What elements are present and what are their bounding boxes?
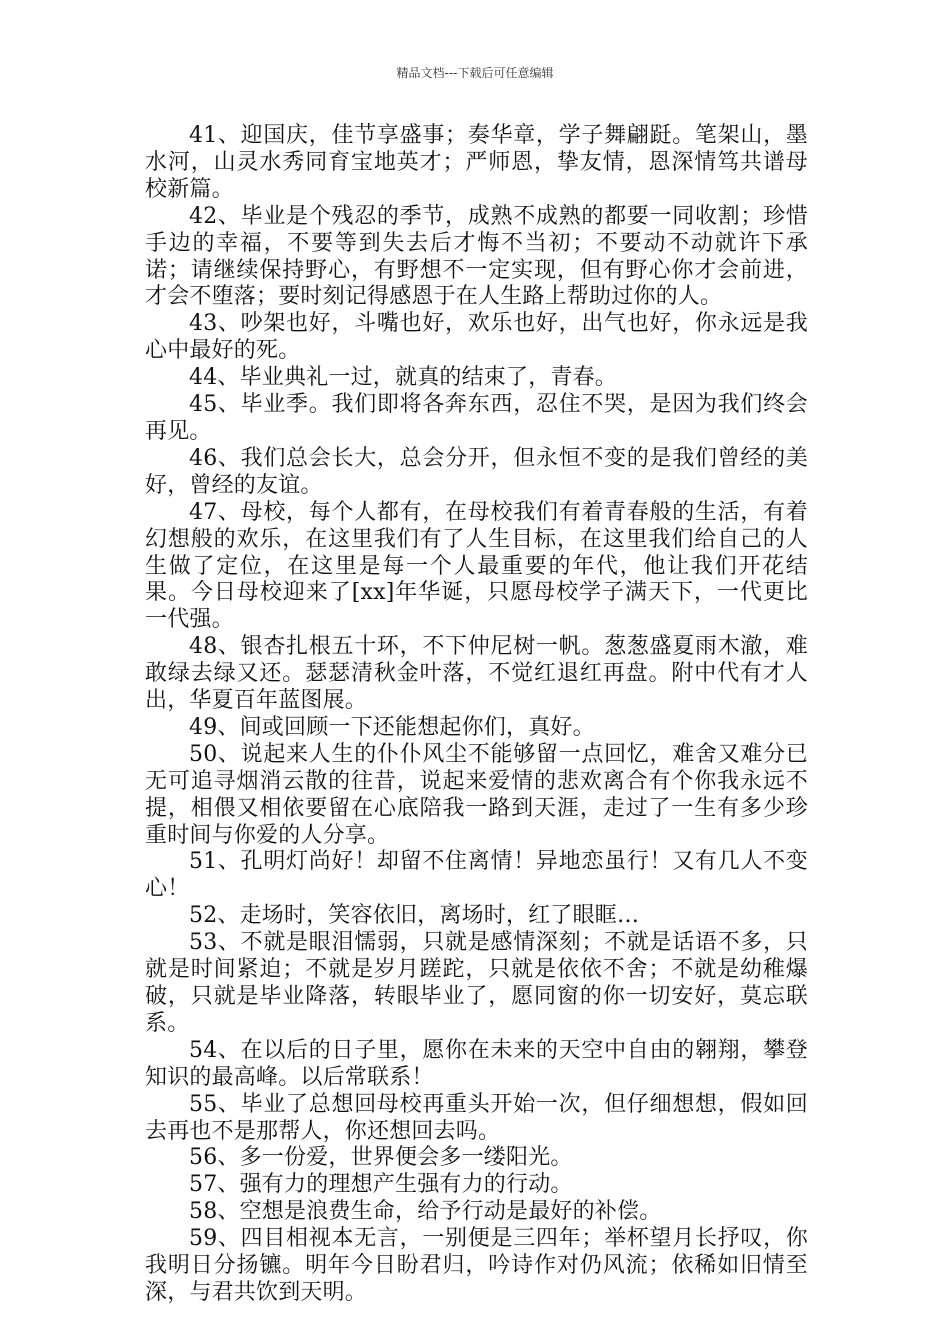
paragraph-41: 41、迎国庆，佳节享盛事；奏华章，学子舞翩跹。笔架山，墨水河，山灵水秀同育宝地英才；严师恩，挚友情，恩深情笃共谱母校新篇。 [145,123,808,202]
paragraph-54: 54、在以后的日子里，愿你在未来的天空中自由的翱翔，攀登知识的最高峰。以后常联系！ [145,1037,808,1090]
page-header: 精品文档---下载后可任意编辑 [396,66,554,80]
paragraph-59: 59、四目相视本无言，一别便是三四年；举杯望月长抒叹，你我明日分扬镳。明年今日盼君归，吟诗作对仍风流；依稀如旧情至深，与君共饮到天明。 [145,1226,808,1305]
paragraph-51: 51、孔明灯尚好！却留不住离情！异地恋虽行！又有几人不变心！ [145,849,808,902]
paragraph-49: 49、间或回顾一下还能想起你们，真好。 [189,714,595,740]
paragraph-47: 47、母校，每个人都有，在母校我们有着青春般的生活，有着幻想般的欢乐，在这里我们有了人生目标，在这里我们给自己的人生做了定位，在这里是每一个人最重要的年代，他让我们开花结果。今日母校迎来了[xx]年华诞，只愿母校学子满天下，一代更比一代强。 [145,499,808,633]
paragraph-58: 58、空想是浪费生命，给予行动是最好的补偿。 [189,1199,662,1225]
paragraph-43: 43、吵架也好，斗嘴也好，欢乐也好，出气也好，你永远是我心中最好的死。 [145,311,808,364]
paragraph-50: 50、说起来人生的仆仆风尘不能够留一点回忆，难舍又难分已无可追寻烟消云散的往昔，说起来爱情的悲欢离合有个你我永远不提，相偎又相依要留在心底陪我一路到天涯，走过了一生有多少珍重时间与你爱的人分享。 [145,741,808,848]
paragraph-53: 53、不就是眼泪懦弱，只就是感情深刻；不就是话语不多，只就是时间紧迫；不就是岁月蹉跎，只就是依依不舍；不就是幼稚爆破，只就是毕业降落，转眼毕业了，愿同窗的你一切安好，莫忘联系。 [145,930,808,1036]
paragraph-44: 44、毕业典礼一过，就真的结束了，青春。 [189,365,617,391]
paragraph-56: 56、多一份爱，世界便会多一缕阳光。 [189,1145,573,1171]
paragraph-42: 42、毕业是个残忍的季节，成熟不成熟的都要一同收割；珍惜手边的幸福，不要等到失去后才悔不当初；不要动不动就许下承诺；请继续保持野心，有野想不一定实现，但有野心你才会前进，才会不堕落；要时刻记得感恩于在人生路上帮助过你的人。 [145,203,808,310]
paragraph-45: 45、毕业季。我们即将各奔东西，忍住不哭，是因为我们终会再见。 [145,392,808,444]
paragraph-48: 48、银杏扎根五十环，不下仲尼树一帆。葱葱盛夏雨木澈，难敢绿去绿又还。瑟瑟清秋金叶落，不觉红退红再盘。附中代有才人出，华夏百年蓝图展。 [145,634,808,714]
document-body [145,123,808,1307]
paragraph-57: 57、强有力的理想产生强有力的行动。 [189,1172,573,1198]
paragraph-46: 46、我们总会长大，总会分开，但永恒不变的是我们曾经的美好，曾经的友谊。 [145,445,808,498]
paragraph-52: 52、走场时，笑容依旧，离场时，红了眼眶… [189,903,640,929]
paragraph-55: 55、毕业了总想回母校再重头开始一次，但仔细想想，假如回去再也不是那帮人，你还想回去吗。 [145,1091,808,1144]
